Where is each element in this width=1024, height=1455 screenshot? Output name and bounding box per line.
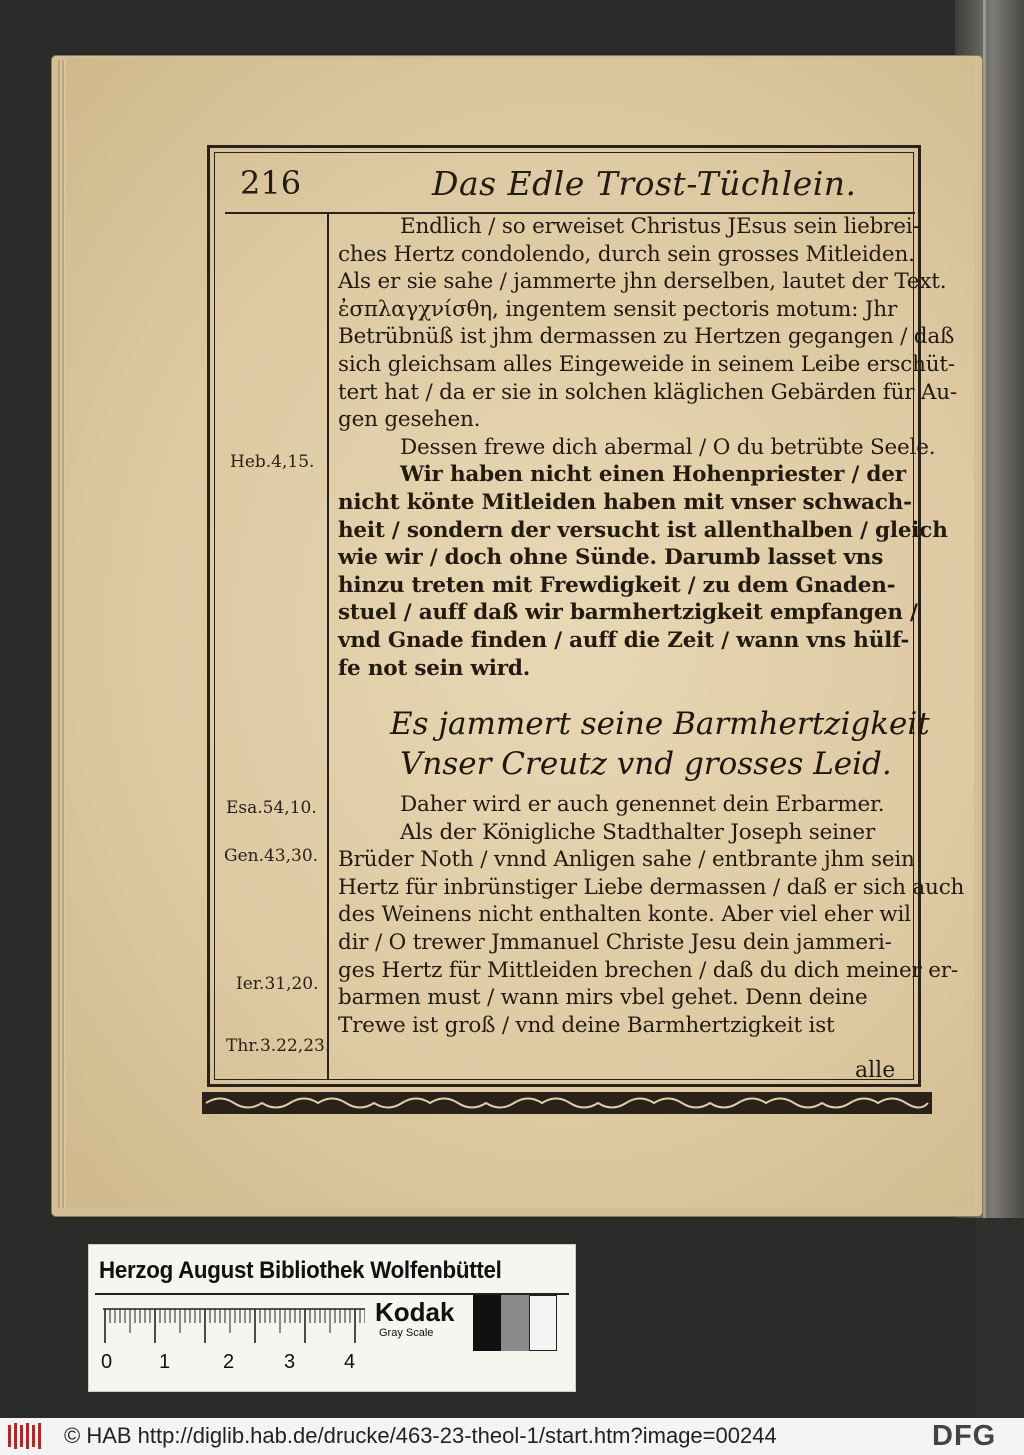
text-line: des Weinens nicht enthalten konte. Aber viel eher wil [338, 902, 911, 928]
text-line: Brüder Noth / vnnd Anligen sahe / entbrante jhm sein [338, 847, 915, 873]
text-line: hinzu treten mit Frewdigkeit / zu dem Gnaden- [338, 572, 896, 598]
ornamental-border-band [202, 1092, 932, 1114]
kodak-brand: Kodak [375, 1297, 455, 1327]
margin-column-rule [327, 214, 329, 1080]
text-line: ches Hertz condolendo, durch sein grosses Mitleiden. [338, 241, 915, 267]
text-line: Als er sie sahe / jammerte jhn derselben, lautet der Text. [338, 269, 947, 295]
library-logo-icon [6, 1421, 48, 1451]
text-line: nicht könte Mitleiden haben mit vnser schwach- [338, 490, 912, 515]
gray-swatch-white [529, 1295, 557, 1351]
margin-reference: Heb.4,15. [230, 452, 315, 472]
verse-heading-line-2: Vnser Creutz vnd grosses Leid. [400, 746, 892, 782]
text-line: tert hat / da er sie in solchen kläglichen Gebärden für Au- [338, 379, 957, 405]
ruler-number: 1 [159, 1351, 171, 1373]
text-line: ges Hertz für Mittleiden brechen / daß du dich meiner er- [338, 957, 958, 983]
text-line: Trewe ist groß / vnd deine Barmhertzigkeit ist [338, 1012, 835, 1038]
gray-scale-caption: Gray Scale [379, 1327, 434, 1339]
ruler-number: 4 [344, 1351, 356, 1373]
text-line: dir / O trewer Jmmanuel Christe Jesu dein jammeri- [338, 930, 892, 955]
catchword: alle [855, 1058, 896, 1083]
margin-reference: Ier.31,20. [236, 974, 319, 994]
text-line: ἐσπλαγχνίσθη, ingentem sensit pectoris motum: Jhr [338, 296, 898, 322]
running-title: Das Edle Trost-Tüchlein. [432, 164, 857, 203]
margin-reference: Esa.54,10. [226, 798, 317, 818]
text-line: gen gesehen. [338, 407, 481, 433]
text-line: heit / sondern der versucht ist allenthalben / gleich [338, 517, 948, 543]
text-line: wie wir / doch ohne Sünde. Darumb lasset vns [338, 545, 884, 571]
text-line: vnd Gnade finden / auff die Zeit / wann vns hülf- [338, 628, 910, 653]
scanner-background [976, 1218, 1024, 1418]
text-line: stuel / auff daß wir barmhertzigkeit empfangen / [338, 600, 918, 626]
margin-reference: Gen.43,30. [224, 846, 319, 866]
page-number: 216 [240, 164, 302, 202]
ruler-number: 2 [223, 1351, 235, 1373]
text-line: sich gleichsam alles Eingeweide in seinem Leibe erschüt- [338, 352, 955, 377]
text-line: Als der Königliche Stadthalter Joseph seiner [400, 819, 876, 845]
show-through-text [230, 375, 234, 391]
text-line: Daher wird er auch genennet dein Erbarmer. [400, 792, 885, 817]
text-line: Endlich / so erweiset Christus JEsus sein liebrei- [400, 214, 920, 239]
dfg-logo: DFG [932, 1420, 997, 1452]
verse-heading-line-1: Es jammert seine Barmhertzigkeit [390, 706, 930, 742]
text-line: Hertz für inbrünstiger Liebe dermassen / daß er sich auch [338, 874, 965, 900]
library-color-target-label [88, 1244, 576, 1392]
margin-reference: Thr.3.22,23. [226, 1036, 331, 1056]
measurement-ruler [103, 1305, 365, 1357]
ruler-number: 0 [101, 1351, 113, 1373]
library-name: Herzog August Bibliothek Wolfenbüttel [99, 1257, 502, 1284]
ruler-number: 3 [284, 1351, 296, 1373]
gray-swatch-black [473, 1295, 501, 1351]
text-line: fe not sein wird. [338, 655, 530, 681]
text-line: Betrübnüß ist jhm dermassen zu Hertzen gegangen / daß [338, 324, 955, 350]
copyright-url[interactable]: © HAB http://diglib.hab.de/drucke/463-23-theol-1/start.htm?image=00244 [64, 1423, 777, 1448]
text-line: barmen must / wann mirs vbel gehet. Denn deine [338, 985, 868, 1011]
gray-swatch-mid [501, 1295, 529, 1351]
text-line: Dessen frewe dich abermal / O du betrübte Seele. [400, 434, 936, 460]
text-line: Wir haben nicht einen Hohenpriester / der [400, 462, 906, 488]
